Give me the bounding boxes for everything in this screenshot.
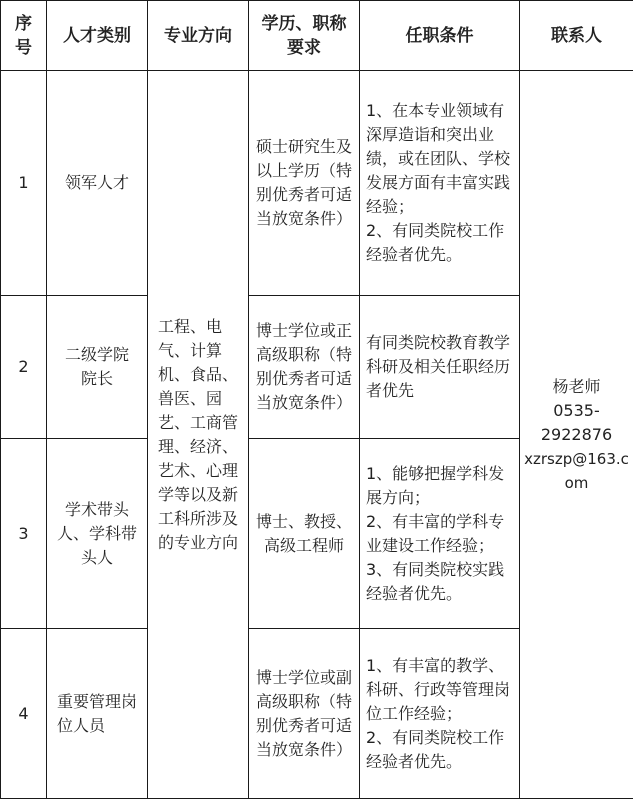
row-education	[249, 296, 360, 439]
row-education	[249, 71, 360, 296]
requirement-item: 2、有丰富的学科专业建设工作经验；	[366, 510, 515, 558]
contact-name: 杨老师	[524, 375, 629, 399]
header-contact: 联系人	[520, 1, 633, 71]
requirement-item: 2、有同类院校工作经验者优先。	[366, 219, 515, 267]
requirement-item: 1、能够把握学科发展方向；	[366, 462, 515, 510]
row-category: 领军人才	[47, 71, 148, 296]
row-requirements	[360, 71, 520, 296]
contact-cell	[520, 71, 633, 799]
row-category: 二级学院院长	[47, 296, 148, 439]
requirement-item: 1、在本专业领域有深厚造诣和突出业绩，或在团队、学校发展方面有丰富实践经验；	[366, 99, 515, 219]
contact-email: xzrszp@163.com	[524, 447, 629, 495]
row-category: 学术带头人、学科带头人	[47, 439, 148, 629]
row-no: 4	[1, 629, 47, 799]
major-text: 工程、电气、计算机、食品、兽医、园艺、工商管理、经济、艺术、心理学等以及新工科所涉及的专业方向	[158, 315, 240, 555]
header-education: 学历、职称要求	[249, 1, 360, 71]
row-education	[249, 629, 360, 799]
header-no: 序号	[1, 1, 47, 71]
header-category: 人才类别	[47, 1, 148, 71]
row-education-text: 博士学位或副高级职称（特别优秀者可适当放宽条件）	[255, 666, 353, 762]
row-requirements	[360, 439, 520, 629]
header-row	[1, 1, 633, 71]
header-major: 专业方向	[148, 1, 249, 71]
requirement-item: 3、有同类院校实践经验者优先。	[366, 558, 515, 606]
row-education	[249, 439, 360, 629]
row-no: 2	[1, 296, 47, 439]
row-requirements	[360, 629, 520, 799]
row-no: 3	[1, 439, 47, 629]
header-requirements: 任职条件	[360, 1, 520, 71]
contact-phone: 0535-2922876	[524, 399, 629, 447]
table-row	[1, 71, 633, 296]
row-requirements	[360, 296, 520, 439]
requirement-item: 2、有同类院校工作经验者优先。	[366, 726, 515, 774]
row-no: 1	[1, 71, 47, 296]
row-education-text: 博士、教授、高级工程师	[255, 510, 353, 558]
requirement-item: 有同类院校教育教学科研及相关任职经历者优先	[366, 331, 515, 403]
requirement-item: 1、有丰富的教学、科研、行政等管理岗位工作经验；	[366, 654, 515, 726]
row-category: 重要管理岗位人员	[47, 629, 148, 799]
row-education-text: 博士学位或正高级职称（特别优秀者可适当放宽条件）	[255, 319, 353, 415]
major-cell	[148, 71, 249, 799]
row-education-text: 硕士研究生及以上学历（特别优秀者可适当放宽条件）	[255, 135, 353, 231]
